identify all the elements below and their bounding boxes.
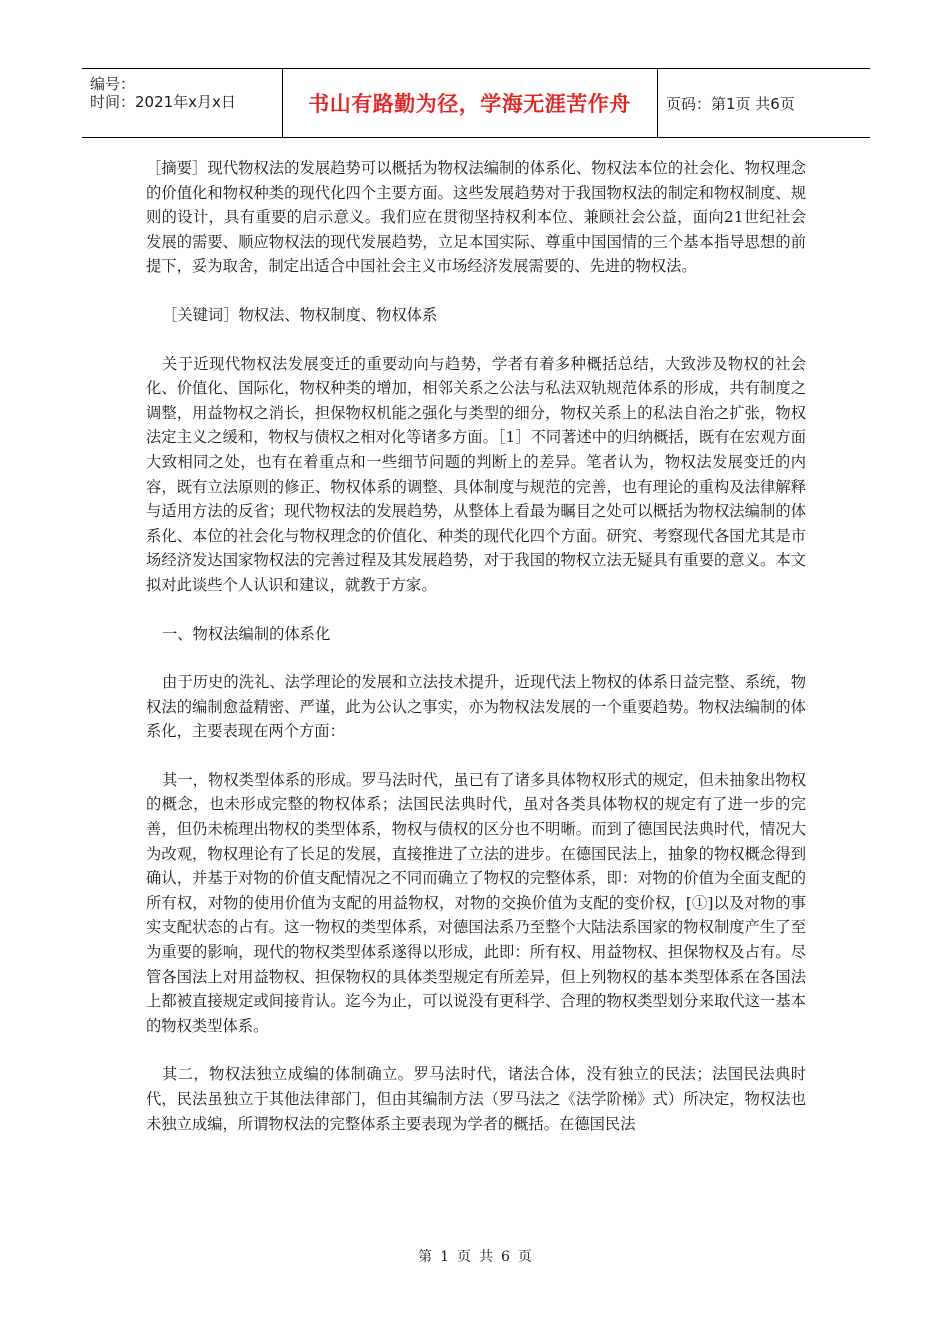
- header-motto: 书山有路勤为径，学海无涯苦作舟: [308, 92, 631, 116]
- header-meta: [82, 69, 283, 137]
- abstract-paragraph: ［摘要］现代物权法的发展趋势可以概括为物权法编制的体系化、物权法本位的社会化、物权理念的价值化和物权种类的现代化四个主要方面。这些发展趋势对于我国物权法的制定和物权制度、规则的设计，具有重要的启示意义。我们应在贯彻坚持权利本位、兼顾社会公益，面向21世纪社会发展的需要、顺应物权法的现代发展趋势，立足本国实际、尊重中国国情的三个基本指导思想的前提下，妥为取舍，制定出适合中国社会主义市场经济发展需要的、先进的物权法。: [146, 159, 806, 276]
- header-motto-cell: [282, 69, 658, 137]
- intro-paragraph: 关于近现代物权法发展变迁的重要动向与趋势，学者有着多种概括总结，大致涉及物权的社会化、价值化、国际化，物权种类的增加，相邻关系之公法与私法双轨规范体系的形成，共有制度之调整，用益物权之消长，担保物权机能之强化与类型的细分，物权关系上的私法自治之扩张，物权法定主义之缓和，物权与债权之相对化等诸多方面。［1］不同著述中的归纳概括，既有在宏观方面大致相同之处，也有在着重点和一些细节问题的判断上的差异。笔者认为，物权法发展变迁的内容，既有立法原则的修正、物权体系的调整、具体制度与规范的完善，也有理论的重构及法律解释与适用方法的反省；现代物权法的发展趋势，从整体上看最为瞩目之处可以概括为物权法编制的体系化、本位的社会化与物权理念的价值化、种类的现代化四个方面。研究、考察现代各国尤其是市场经济发达国家物权法的完善过程及其发展趋势，对于我国的物权立法无疑具有重要的意义。本文拟对此谈些个人认识和建议，就教于方家。: [146, 354, 806, 594]
- body-paragraph: 其一，物权类型体系的形成。罗马法时代，虽已有了诸多具体物权形式的规定，但未抽象出物权的概念，也未形成完整的物权体系；法国民法典时代，虽对各类具体物权的规定有了进一步的完善，但仍未梳理出物权的类型体系，物权与债权的区分也不明晰。而到了德国民法典时代，情况大为改观，物权理论有了长足的发展，直接推进了立法的进步。在德国民法上，抽象的物权概念得到确认，并基于对物的价值支配情况之不同而确立了物权的完整体系，即：对物的价值为全面支配的所有权，对物的使用价值为支配的用益物权，对物的交换价值为支配的变价权，[①]以及对物的事实支配状态的占有。这一物权的类型体系，对德国法系乃至整个大陆法系国家的物权制度产生了至为重要的影响，现代的物权类型体系遂得以形成，此即：所有权、用益物权、担保物权及占有。尽管各国法上对用益物权、担保物权的具体类型规定有所差异，但上列物权的基本类型体系在各国法上都被直接规定或间接肯认。迄今为止，可以说没有更科学、合理的物权类型划分来取代这一基本的物权类型体系。: [146, 770, 806, 1035]
- footer-di: 第: [418, 1249, 433, 1265]
- keywords-paragraph: ［关键词］物权法、物权制度、物权体系: [162, 305, 438, 324]
- document-time-label: 时间：2021年x月x日: [90, 93, 236, 111]
- header-page-info: 页码：第1页 共6页: [666, 94, 795, 113]
- page-footer: [0, 1246, 950, 1266]
- footer-ye: 页: [517, 1249, 532, 1265]
- page-header: [82, 68, 870, 138]
- footer-page-number: 1: [440, 1249, 449, 1265]
- footer-gong: 共: [479, 1249, 493, 1265]
- footer-total-pages: 6: [501, 1249, 510, 1265]
- document-body: [146, 156, 806, 1136]
- document-number-label: 编号：: [90, 75, 136, 93]
- body-paragraph: 由于历史的洗礼、法学理论的发展和立法技术提升，近现代法上物权的体系日益完整、系统，物权法的编制愈益精密、严谨，此为公认之事实，亦为物权法发展的一个重要趋势。物权法编制的体系化，主要表现在两个方面：: [146, 673, 806, 741]
- footer-ye: 页: [457, 1249, 471, 1265]
- section-heading: 一、物权法编制的体系化: [162, 624, 331, 643]
- body-paragraph: 其二，物权法独立成编的体制确立。罗马法时代，诸法合体，没有独立的民法；法国民法典时代，民法虽独立于其他法律部门，但由其编制方法（罗马法之《法学阶梯》式）所决定，物权法也未独立成编，所谓物权法的完整体系主要表现为学者的概括。在德国民法: [146, 1065, 806, 1133]
